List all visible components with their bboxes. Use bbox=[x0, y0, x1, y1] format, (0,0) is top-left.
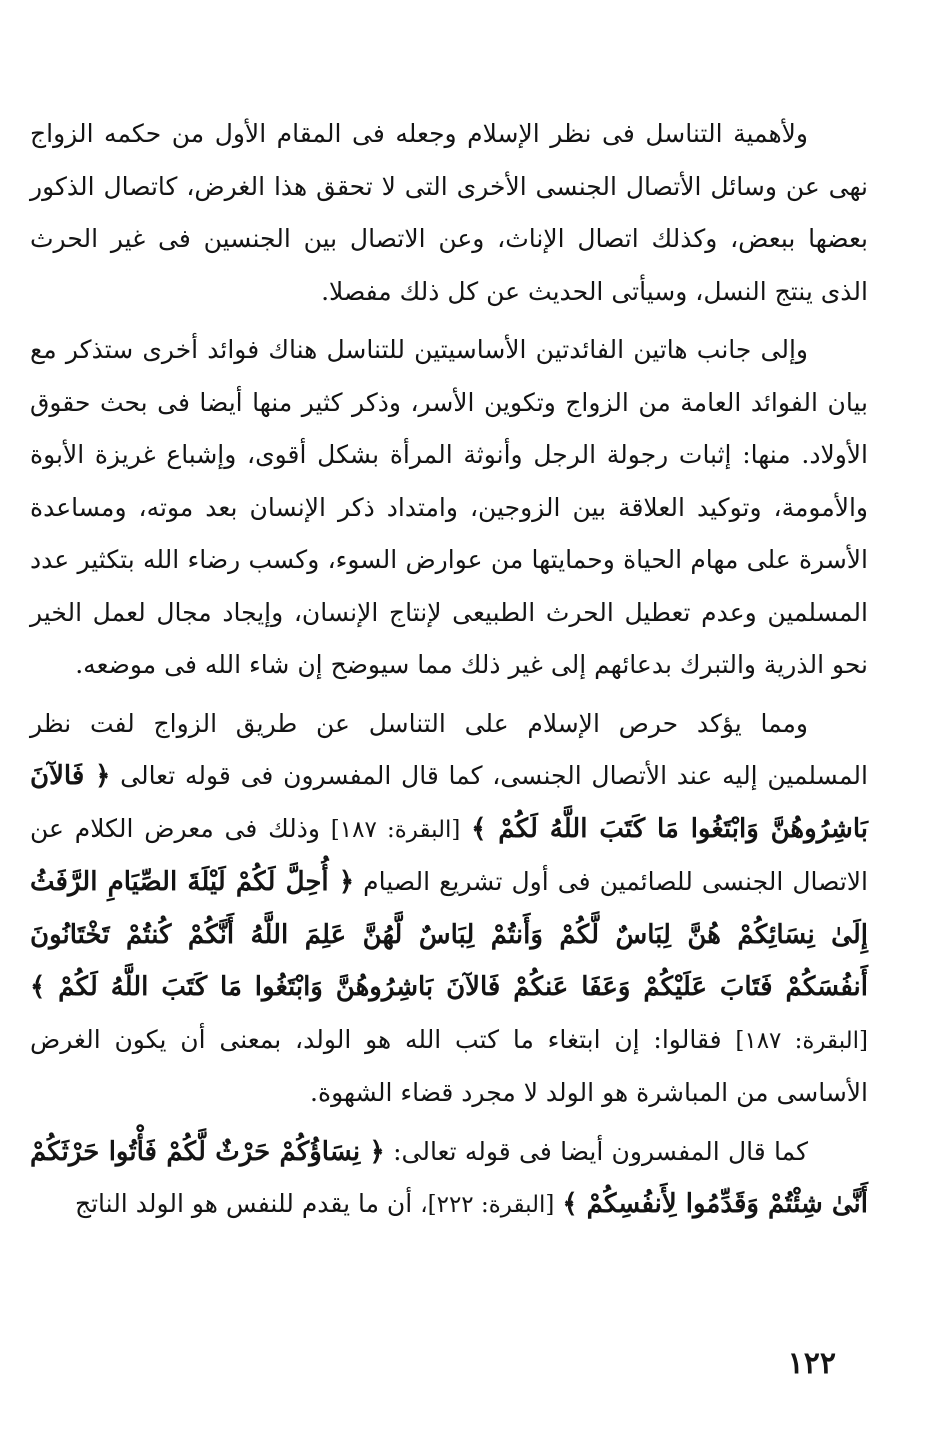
quran-verse-1: ﴿ فَالآنَ بَاشِرُوهُنَّ وَابْتَغُوا مَا كَتَبَ اللَّهُ لَكُمْ ﴾ bbox=[30, 761, 868, 844]
body-text bbox=[30, 108, 868, 1232]
paragraph-3-tail: فقالوا: إن ابتغاء ما كتب الله هو الولد، بمعنى أن يكون الغرض الأساسى من المباشرة هو الولد لا مجرد قضاء الشهوة. bbox=[30, 1024, 868, 1107]
quran-verse-2: ﴿ أُحِلَّ لَكُمْ لَيْلَةَ الصِّيَامِ الرَّفَثُ إِلَىٰ نِسَائِكُمْ هُنَّ لِبَاسٌ لَّكُمْ وَأَنتُمْ لِبَاسٌ لَّهُنَّ عَلِمَ اللَّهُ أَنَّكُمْ كُنتُمْ تَخْتَانُونَ أَنفُسَكُمْ فَتَابَ عَلَيْكُمْ وَعَفَا عَنكُمْ فَالآنَ بَاشِرُوهُنَّ وَابْتَغُوا مَا كَتَبَ اللَّهُ لَكُمْ ﴾ bbox=[30, 867, 868, 1002]
quran-verse-3: ﴿ نِسَاؤُكُمْ حَرْثٌ لَّكُمْ فَأْتُوا حَرْثَكُمْ أَنَّىٰ شِئْتُمْ وَقَدِّمُوا لِأَنفُسِكُمْ ﴾ bbox=[30, 1136, 868, 1219]
paragraph-3 bbox=[30, 698, 868, 1120]
paragraph-2-text: وإلى جانب هاتين الفائدتين الأساسيتين للتناسل هناك فوائد أخرى ستذكر مع بيان الفوائد العامة من الزواج وتكوين الأسر، وذكر كثير منها أيضا فى بحث حقوق الأولاد. منها: إثبات رجولة الرجل وأنوثة المرأة بشكل أقوى، وإشباع غريزة الأبوة والأمومة، وتوكيد العلاقة بين الزوجين، وامتداد ذكر الإنسان بعد موته، ومساعدة الأسرة على مهام الحياة وحمايتها من عوارض السوء، وكسب رضاء الله بتكثير عدد المسلمين وعدم تعطيل الحرث الطبيعى لإنتاج الإنسان، وإيجاد مجال لعمل الخير نحو الذرية والتبرك بدعائهم إلى غير ذلك مما سيوضح إن شاء الله فى موضعه. bbox=[30, 335, 868, 679]
verse-reference-3: [البقرة: ٢٢٢]، bbox=[420, 1192, 555, 1218]
paragraph-3-lead: ومما يؤكد حرص الإسلام على التناسل عن طريق الزواج لفت نظر المسلمين إليه عند الأتصال الجنسى، كما قال المفسرون فى قوله تعالى bbox=[30, 708, 868, 790]
page-number: ١٢٢ bbox=[787, 1346, 836, 1381]
verse-reference-1: [البقرة: ١٨٧] bbox=[330, 816, 461, 843]
paragraph-4-tail: أن ما يقدم للنفس هو الولد الناتج bbox=[74, 1189, 413, 1218]
paragraph-1-text: ولأهمية التناسل فى نظر الإسلام وجعله فى المقام الأول من حكمه الزواج نهى عن وسائل الأتصال الجنسى الأخرى التى لا تحقق هذا الغرض، كاتصال الذكور بعضها ببعض، وكذلك اتصال الإناث، وعن الاتصال بين الجنسين فى غير الحرث الذى ينتج النسل، وسيأتى الحديث عن كل ذلك مفصلا. bbox=[30, 119, 868, 306]
verse-reference-2: [البقرة: ١٨٧] bbox=[735, 1027, 869, 1054]
paragraph-3-middle: وذلك فى معرض الكلام عن الاتصال الجنسى للصائمين فى أول تشريع الصيام bbox=[30, 813, 868, 896]
paragraph-4 bbox=[30, 1126, 868, 1232]
paragraph-1 bbox=[30, 108, 868, 318]
paragraph-4-lead: كما قال المفسرون أيضا فى قوله تعالى: bbox=[393, 1136, 809, 1166]
paragraph-2 bbox=[30, 324, 868, 692]
